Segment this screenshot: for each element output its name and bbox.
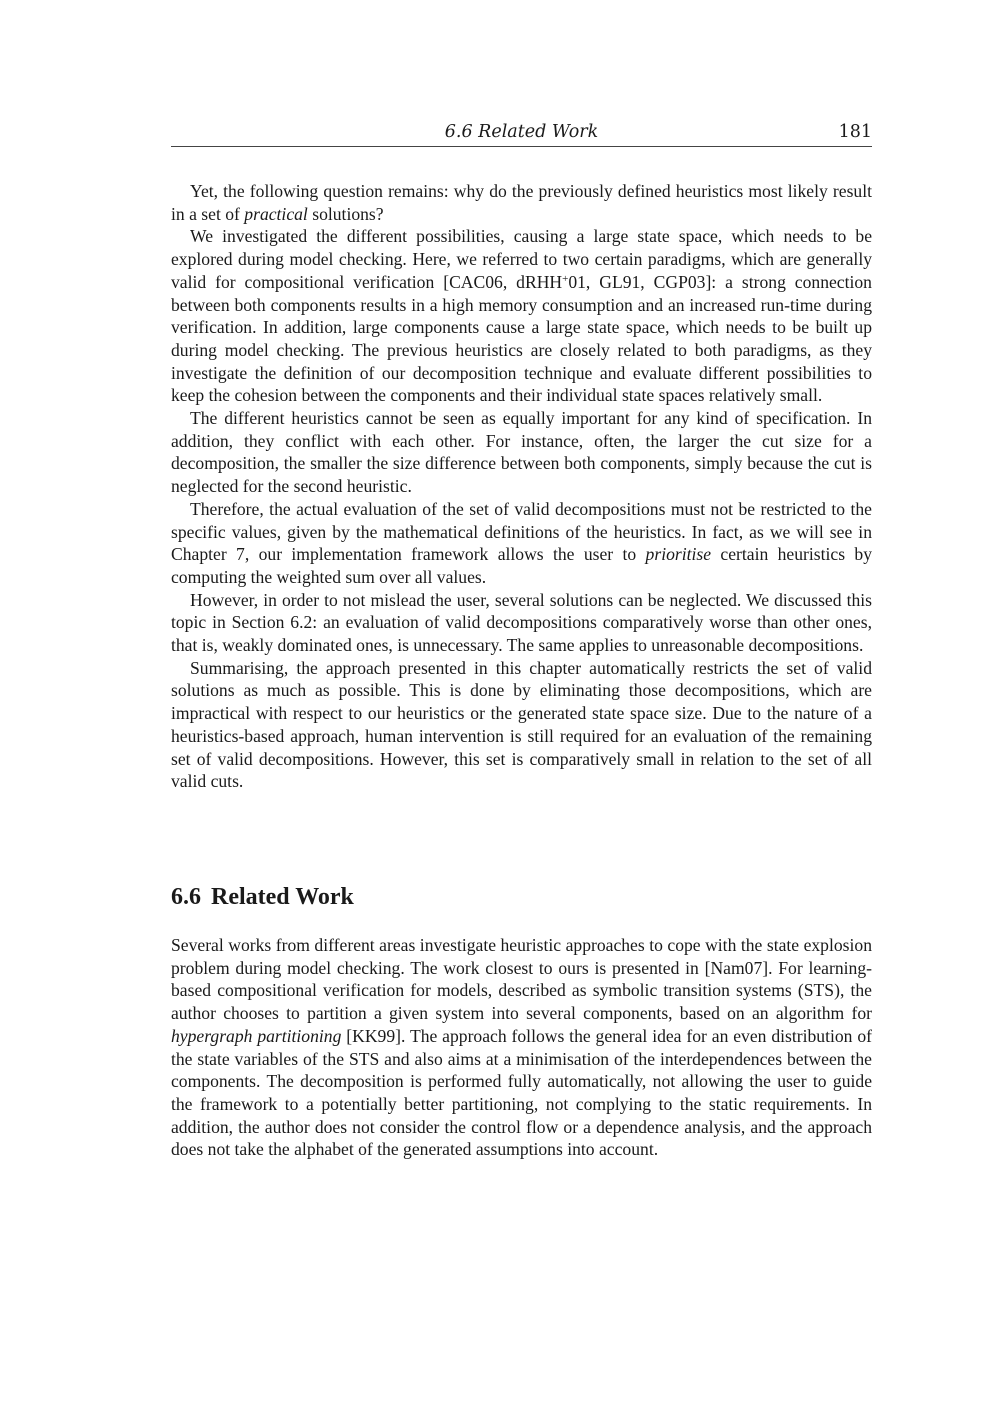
text-run: However, in order to not mislead the user, several solutions can be neglected. We discussed this topic in Section 6.2: an evaluation of valid decompositions comparatively worse than other ones, that is, weakly dominated ones, is unnecessary. The same applies to unreasonable decompositions. [171,589,872,656]
section-title: Related Work [211,884,354,910]
section-body-text [171,934,872,1161]
section-paragraph [171,934,872,1161]
body-text [171,180,872,793]
text-run: 01, GL91, CGP03]: a strong connection between both components results in a high memory consumption and an increased run-time during verification. In addition, large components cause a large state space, which needs to be built up during model checking. The previous heuristics are closely related to both paradigms, as they investigate the definition of our decomposition technique and evaluate different possibilities to keep the cohesion between the components and their individual state spaces relatively small. [171,271,872,406]
page-number: 181 [838,122,872,142]
running-header-title: 6.6 Related Work [444,122,599,142]
text-run: Yet, the following question remains: why do the previously defined heuristics most likely result in a set of [171,181,872,224]
body-paragraph [171,657,872,793]
section-number: 6.6 [171,884,201,910]
body-paragraph [171,180,872,225]
text-run: Several works from different areas investigate heuristic approaches to cope with the state explosion problem during model checking. The work closest to ours is presented in [Nam07]. For learning-based compositional verification for models, described as symbolic transition systems (STS), the author chooses to partition a given system into several components, based on an algorithm for [171,935,872,1024]
text-run: [KK99]. The approach follows the general idea for an even distribution of the state variables of the STS and also aims at a minimisation of the interdependences between the components. The decomposition is performed fully automatically, not allowing the user to guide the framework to a potentially better partitioning, not complying to the static requirements. In addition, the author does not consider the control flow or a dependence analysis, and the approach does not take the alphabet of the generated assumptions into account. [171,1025,872,1160]
text-run: Therefore, the actual evaluation of the set of valid decompositions must not be restricted to the specific values, given by the mathematical definitions of the heuristics. In fact, as we will see in Chapter 7, our implementation framework allows the user to [171,498,872,565]
text-run: certain heuristics by computing the weighted sum over all values. [171,544,872,587]
emphasis: prioritise [645,544,712,565]
body-paragraph [171,589,872,657]
body-paragraph [171,498,872,589]
text-run: We investigated the different possibilities, causing a large state space, which needs to be explored during model checking. Here, we referred to two certain paradigms, which are generally valid for compositional verification [CAC06, dRHH [171,226,872,292]
body-paragraph [171,407,872,498]
text-run: The different heuristics cannot be seen as equally important for any kind of specification. In addition, they conflict with each other. For instance, often, the larger the cut size for a decomposition, the smaller the size difference between both components, simply because the cut is neglected for the second heuristic. [171,408,872,497]
body-paragraph [171,225,872,407]
emphasis: practical [244,203,308,224]
superscript: + [562,272,569,285]
running-header [171,120,872,147]
section-heading [171,884,354,911]
emphasis: hypergraph partitioning [171,1025,342,1046]
text-run: Summarising, the approach presented in this chapter automatically restricts the set of valid solutions as much as possible. This is done by eliminating those decompositions, which are impractical with respect to our heuristics or the generated state space size. Due to the nature of a heuristics-based approach, human intervention is still required for an evaluation of the remaining set of valid decompositions. However, this set is comparatively small in relation to the set of all valid cuts. [171,657,872,792]
text-run: solutions? [307,203,384,224]
